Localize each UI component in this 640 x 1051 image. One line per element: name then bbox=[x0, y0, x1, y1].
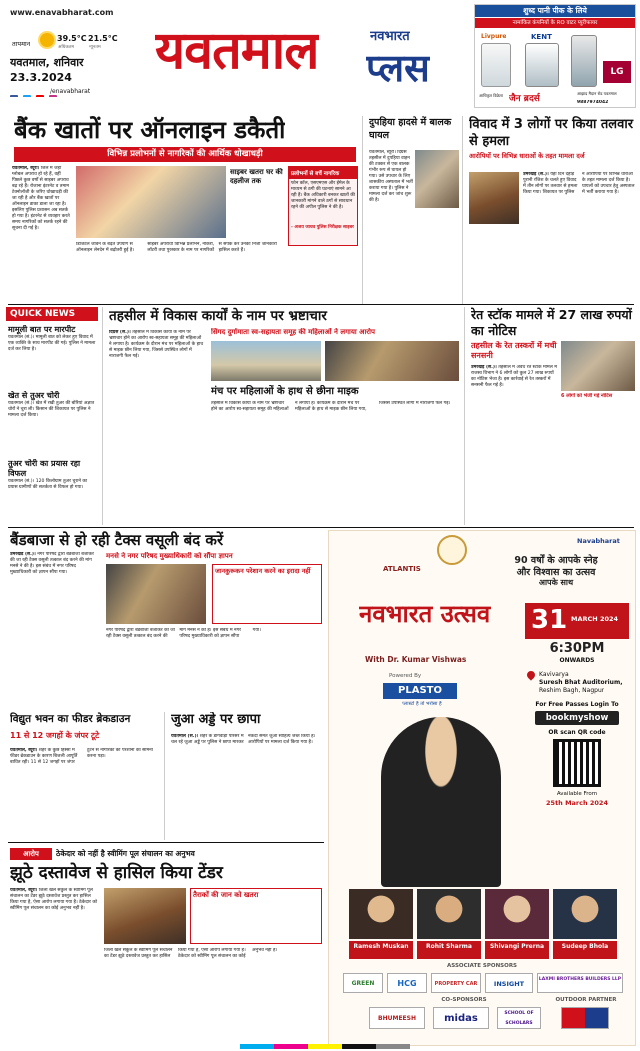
ad-brand-kent: KENT bbox=[531, 33, 552, 41]
tehsil-headline: तहसील में विकास कार्यों के नाम पर भ्रष्टाचार bbox=[109, 308, 327, 324]
quick-news-item-2 bbox=[8, 391, 96, 457]
temperature-label: तापमान bbox=[12, 40, 31, 48]
tender-box bbox=[190, 888, 322, 944]
side-box-2 bbox=[288, 166, 358, 246]
poet-photo-main bbox=[381, 717, 501, 887]
venue-line-2: Suresh Bhat Auditorium, bbox=[539, 679, 623, 686]
ad-headline-1: शुध्द पानी पीक के लिये bbox=[475, 5, 635, 17]
dispute-body bbox=[523, 172, 637, 300]
lead-headline: बैंक खातों पर ऑनलाइन डकैती bbox=[14, 115, 286, 144]
sponsor-logo: PLASTO bbox=[383, 683, 457, 699]
ad-tagline-3: आपके साथ bbox=[538, 578, 574, 587]
temp-max: 39.5°C bbox=[57, 34, 87, 43]
sand-caption: 6 लोगों को भेजी गई नोटिस bbox=[561, 393, 613, 399]
sponsor-logo-bhumeesh: BHUMEESH bbox=[369, 1007, 425, 1029]
accident-photo bbox=[415, 150, 459, 208]
band-box-title: जानकुरूकन परेशान करने का इरादा नहीं bbox=[215, 567, 311, 575]
tender-headline: झूठे दस्तावेज से हासिल किया टेंडर bbox=[10, 863, 223, 883]
masthead-title: यवतमाल bbox=[155, 20, 319, 81]
bookmyshow-logo[interactable]: bookmyshow bbox=[535, 711, 619, 725]
power-dateline: यवतमाल, ब्यूरो। bbox=[10, 748, 38, 753]
tender-label: आरोप bbox=[10, 848, 52, 860]
temp-max-label: अधिकतम bbox=[58, 45, 75, 50]
poet-name-4: Sudeep Bhola bbox=[553, 941, 617, 959]
venue-line-1: Kavivarya bbox=[539, 671, 569, 678]
ro-purifier-ad[interactable] bbox=[474, 4, 636, 108]
sponsor-logo-midas: midas bbox=[433, 1007, 489, 1029]
quick-news bbox=[6, 307, 98, 525]
sun-icon bbox=[40, 33, 54, 47]
available-date: 25th March 2024 bbox=[546, 799, 608, 807]
divider bbox=[8, 842, 324, 843]
event-ad[interactable] bbox=[328, 530, 636, 1046]
power-headline: विद्युत भवन का फीडर ब्रेकडाउन bbox=[10, 713, 131, 725]
ad-headline-2: नामांकित कंपनियों के RO वाटर प्युरीफायर bbox=[475, 18, 635, 28]
powered-label: Powered By bbox=[389, 673, 422, 679]
sponsor-logo-green: GREEN bbox=[343, 973, 383, 993]
social-handle[interactable]: /enavabharat bbox=[50, 88, 91, 95]
accident-body: यवतमाल, ब्यूरो। दिग्रस तहसील में दुपहिया वाहन की टक्कर से एक बालक गंभीर रूप से घायल हो गया। उसे उपचार के लिए शासकीय अस्पताल में भर्ती कराया गया है। पुलिस ने मामला दर्ज कर जांच शुरू की है। bbox=[369, 150, 413, 203]
dispute-dateline: उमरखेड़ (सं.)। bbox=[523, 172, 549, 177]
sponsor-tagline: प्लास्टो है तो भरोसा है bbox=[402, 701, 442, 707]
masthead-plus: प्लस bbox=[366, 45, 430, 90]
ad-brand-livpure: Livpure bbox=[481, 33, 507, 40]
tehsil-body-left bbox=[109, 330, 205, 522]
band-story bbox=[6, 530, 324, 710]
tender-body-right: जिला खेल संकुल के स्वीमिंग पूल संचालन का टेंडर झूठे दस्तावेज प्रस्तुत कर हासिल किया गया है, ऐसा आरोप लगाया गया है। ठेकेदार को स्वीमिंग पूल संचालन का कोई अनुभव नहीं है। bbox=[104, 948, 278, 959]
facebook-icon[interactable] bbox=[10, 95, 18, 97]
co-sponsor-label: CO-SPONSORS bbox=[441, 997, 487, 1003]
temp-min: 21.5°C bbox=[88, 34, 118, 43]
quick-news-body-1: यवतमाल (सं.)। मामूली बात को लेकर हुए विवाद में एक व्यक्ति के साथ मारपीट की गई। पुलिस ने मामला दर्ज कर लिया है। bbox=[8, 335, 96, 352]
sand-dateline: उमरखेड़ (सं.)। bbox=[471, 365, 497, 370]
location-pin-icon bbox=[525, 669, 536, 680]
side-box-2-body: फोन कॉल, एसएमएस और ईमेल के माध्यम से ठगी की घटनाएं सामने आ रही हैं। बैंक अधिकारी बनकर खातों की जानकारी मांगने वाले ठगों से सावधान रहने की अपील पुलिस ने की है। bbox=[291, 181, 355, 210]
masthead bbox=[0, 0, 640, 112]
event-date-day: 31 bbox=[531, 605, 568, 635]
ad-address: आझाद मैदान रोड यवतमाल bbox=[577, 91, 617, 96]
sand-photo bbox=[561, 341, 635, 391]
event-date-box bbox=[525, 603, 629, 639]
qr-info: OR scan QR code bbox=[548, 729, 606, 736]
band-dateline: उमरखेड (सं.)। bbox=[10, 552, 36, 557]
band-body-text: नगर परिषद द्वारा बैंडबाजा बजाकर की जा रही टैक्स वसूली तत्काल बंद करने की मांग मनसे ने की है। इस संबंध में नगर परिषद मुख्याधिकारी को ज्ञापन सौंपा गया। bbox=[10, 552, 94, 575]
event-onwards: ONWARDS bbox=[559, 657, 595, 664]
event-time: 6:30PM bbox=[549, 641, 605, 656]
color-bar bbox=[240, 1044, 410, 1049]
poet-photo-3 bbox=[485, 889, 549, 939]
side-box-2-title: प्रलोभनों से बचें नागरिक bbox=[289, 167, 357, 179]
sponsor-logo-property: PROPERTY CAR bbox=[431, 973, 481, 993]
available-label: Available From bbox=[556, 791, 598, 797]
masthead-brand: नवभारत bbox=[370, 29, 410, 44]
outdoor-partner-logo bbox=[561, 1007, 609, 1029]
lead-body-1: जिले में जहां ग्लोबल अपराध हो रहे हैं, वहीं पिछले कुछ वर्षों से साइबर अपराध बढ़ रहे हैं। रोजाना इंटरनेट व तमाम टेक्नोलॉजी के जरिए धोखाधड़ी की जा रही है और बैंक खातों पर ऑनलाइन डाका डाला जा रहा है। इसलिए पुलिस प्रशासन अब सतर्क हो गया है। इंटरनेट से व्यवहार करते समय नागरिकों को सतर्क रहने की सूचना दी गई है। bbox=[12, 166, 70, 231]
quick-news-title-1: मामूली बात पर मारपीट bbox=[8, 325, 76, 334]
temp-min-label: न्यूनतम bbox=[89, 45, 101, 50]
outdoor-label: OUTDOOR PARTNER bbox=[555, 997, 617, 1003]
power-story bbox=[6, 712, 160, 840]
quick-news-title-3: तुअर चोरी का प्रयास रहा विफल bbox=[8, 459, 81, 478]
ad-brand: Navabharat bbox=[577, 537, 620, 545]
quick-news-item-3 bbox=[8, 459, 96, 523]
city-day: यवतमाल, शनिवार bbox=[10, 56, 84, 69]
quick-news-label: QUICK NEWS bbox=[6, 307, 98, 321]
instagram-icon[interactable] bbox=[49, 95, 57, 97]
tender-body-text: जिला खेल संकुल के स्वीमिंग पूल संचालन का टेंडर झूठे दस्तावेज प्रस्तुत कर हासिल किया गया है, ऐसा आरोप लगाया गया है। ठेकेदार को स्वीमिंग पूल संचालन का कोई अनुभव नहीं है। bbox=[10, 888, 98, 911]
tehsil-dateline: दिग्रस (सं.)। bbox=[109, 330, 131, 335]
band-photo bbox=[106, 564, 206, 624]
ad-tagline-1: 90 वर्षों के आपके स्नेह bbox=[514, 555, 598, 566]
divider bbox=[8, 527, 634, 528]
band-box bbox=[212, 564, 322, 624]
lead-story bbox=[0, 112, 360, 304]
gamble-dateline: यवतमाल (सं.)। bbox=[171, 734, 199, 739]
twitter-icon[interactable] bbox=[23, 95, 31, 97]
associate-label: ASSOCIATE SPONSORS bbox=[446, 963, 518, 969]
tender-body bbox=[10, 888, 100, 1043]
ad-phone[interactable]: 9887974042 bbox=[577, 100, 609, 105]
divider bbox=[8, 304, 634, 305]
pass-info: For Free Passes Login To bbox=[535, 701, 619, 708]
sand-body-text: तहसील में अवैध रेत स्टॉक मामले में राजस्व विभाग ने 6 लोगों को कुल 27 लाख रुपयों का नोटिस भेजा है। इस कार्रवाई से रेत तस्करों में सनसनी फैल गई है। bbox=[471, 365, 557, 388]
tender-photo bbox=[104, 888, 186, 944]
ad-brand-lg: LG bbox=[603, 61, 631, 83]
side-box-1-title: साइबर खतरा घर की दहलीज तक bbox=[230, 168, 283, 185]
event-title: नवभारत उत्सव bbox=[359, 599, 491, 628]
sponsor-logo-school: SCHOOL OF SCHOLARS bbox=[497, 1007, 541, 1029]
band-headline: बैंडबाजा से हो रही टैक्स वसूली बंद करें bbox=[10, 531, 224, 549]
gamble-body bbox=[171, 734, 321, 836]
sand-body bbox=[471, 365, 559, 521]
date: 23.3.2024 bbox=[10, 71, 72, 84]
band-body bbox=[10, 552, 98, 707]
sand-story bbox=[464, 307, 636, 525]
poet-photo-4 bbox=[553, 889, 617, 939]
tender-box-title: तैराकों की जान को खतरा bbox=[193, 891, 259, 899]
event-guest: With Dr. Kumar Vishwas bbox=[365, 655, 467, 664]
band-body-right: नगर परिषद द्वारा बैंडबाजा बजाकर की जा रही टैक्स वसूली तत्काल बंद करने की मांग मनसे ने की है। इस संबंध में नगर परिषद मुख्याधिकारी को ज्ञापन सौंपा गया। bbox=[106, 628, 261, 639]
purifier-image-3 bbox=[571, 35, 597, 87]
sponsor-logo-hcg: HCG bbox=[387, 973, 427, 993]
quick-news-title-2: खेत से तुअर चोरी bbox=[8, 391, 60, 400]
lead-subhead: विभिन्न प्रलोभनों से नागरिकों की आर्थिक धोखाधड़ी bbox=[14, 147, 356, 162]
youtube-icon[interactable] bbox=[36, 95, 44, 97]
sand-headline: रेत स्टॉक मामले में 27 लाख रुपयों का नोटिस bbox=[471, 307, 632, 338]
ad-note: आधिकृत विक्रेता bbox=[479, 93, 503, 98]
power-body bbox=[10, 748, 160, 836]
power-subhead: 11 से 12 जगहों के जंपर टूटे bbox=[10, 731, 100, 740]
sponsor-logo-insight: INSIGHT bbox=[485, 973, 533, 993]
gamble-headline: जुआ अड्डे पर छापा bbox=[171, 712, 261, 727]
dispute-story bbox=[462, 116, 638, 304]
lead-dateline: यवतमाल, ब्यूरो। bbox=[12, 166, 40, 171]
sand-subhead: तहसील के रेत तस्करों में मची सनसनी bbox=[471, 341, 557, 360]
quick-news-item-1 bbox=[8, 325, 96, 389]
purifier-image-2 bbox=[525, 43, 559, 87]
tehsil-body-text: तहसील में विकास कार्यों के नाम पर भ्रष्टाचार होने का आरोप स्व-सहायता समूह की महिलाओं ने लगाया है। कार्यक्रम के दौरान मंच पर महिलाओं के हाथ से माइक छीन लिया गया, जिससे उपस्थित लोगों में नाराजगी फैल गई। bbox=[109, 330, 204, 359]
dispute-subhead: आरोपियों पर विभिन्न धाराओं के तहत मामला दर्ज bbox=[469, 152, 585, 160]
poet-photo-2 bbox=[417, 889, 481, 939]
gamble-body-text: शहर के डागवाड़ी परिसर में चल रहे जुआ अड्डे पर पुलिस ने छापा मारकर नकदी समेत जुआ साहित्य जब्त किया है। आरोपियों पर मामला दर्ज किया गया है। bbox=[171, 734, 316, 745]
poet-photo-1 bbox=[349, 889, 413, 939]
lead-illustration bbox=[76, 166, 226, 238]
anniversary-emblem bbox=[437, 535, 467, 565]
purifier-image-1 bbox=[481, 43, 511, 87]
tender-story bbox=[6, 846, 324, 1046]
band-subhead: मनसे ने नगर परिषद मुख्याधिकारी को सौंपा ज्ञापन bbox=[106, 552, 233, 560]
lead-body-col1 bbox=[12, 166, 72, 302]
gamble-story bbox=[164, 712, 324, 840]
event-date-month: MARCH 2024 bbox=[571, 615, 619, 623]
lead-body-col2: डिजिटल जीवन के बढ़ते उपयोग से ऑनलाइन लेनदेन में बढ़ोतरी हुई है। साइबर अपराधी विभिन्न प्रलोभन, नौकरी, लॉटरी तथा पुरस्कार के नाम पर नागरिकों से संपर्क कर उनकी निजी जानकारी हासिल करते हैं। bbox=[76, 242, 277, 253]
sponsor-logo-laxmi: LAXMI BROTHERS BUILDERS LLP bbox=[537, 973, 623, 993]
quick-news-body-2: यवतमाल (सं.)। खेत में रखी तुअर की बोरियां अज्ञात चोरों ने चुरा ली। किसान की शिकायत पर पुलिस ने मामला दर्ज किया। bbox=[8, 401, 95, 418]
tehsil-photo-2 bbox=[325, 341, 459, 381]
accident-headline: दुपहिया हादसे में बालक घायल bbox=[369, 117, 452, 141]
tehsil-story bbox=[102, 307, 462, 525]
tender-dateline: यवतमाल, ब्यूरो। bbox=[10, 888, 38, 893]
poet-name-1: Ramesh Muskan bbox=[349, 941, 413, 959]
presenter-logo: ATLANTIS bbox=[383, 565, 421, 573]
quote-author: - अजय जाधव पुलिस निरीक्षक साइबर bbox=[291, 225, 354, 230]
venue-line-3: Reshim Bagh, Nagpur bbox=[539, 687, 605, 694]
poet-name-3: Shivangi Prerna bbox=[485, 941, 549, 959]
accident-story bbox=[362, 116, 460, 304]
tehsil-body-right: तहसील में विकास कार्यों के नाम पर भ्रष्टाचार होने का आरोप स्व-सहायता समूह की महिलाओं ने लगाया है। कार्यक्रम के दौरान मंच पर महिलाओं के हाथ से माइक छीन लिया गया, जिससे उपस्थित लोगों में नाराजगी फैल गई। bbox=[211, 401, 451, 412]
power-body-text: शहर के कुछ हिस्सों में फीडर ब्रेकडाउन के कारण बिजली आपूर्ति बाधित रही। 11 से 12 जगहों पर जंपर टूटने से नागरिकों को परेशानी का सामना करना पड़ा। bbox=[10, 748, 153, 765]
ad-shop-name: जैन ब्रदर्स bbox=[509, 94, 540, 104]
tehsil-photo-1 bbox=[211, 341, 321, 381]
dispute-headline: विवाद में 3 लोगों पर किया तलवार से हमला bbox=[469, 117, 634, 149]
qr-code[interactable] bbox=[553, 739, 601, 787]
dispute-body-text: यहां दिन दहाड़े पुरानी रंजिश के चलते हुए विवाद में तीन लोगों पर तलवार से हमला किया गया। शिकायत पर पुलिस ने आरोपियों पर विभिन्न धाराओं के तहत मामला दर्ज किया है। घायलों को उपचार हेतु अस्पताल में भर्ती कराया गया है। bbox=[523, 172, 635, 195]
tehsil-subhead: सिंगद दुर्गामाता स्व-सहायता समूह की महिलाओं ने लगाया आरोप bbox=[211, 328, 375, 336]
ad-tagline-2: और विश्वास का उत्सव bbox=[516, 567, 596, 578]
dispute-photo bbox=[469, 172, 519, 224]
quick-news-body-3: यवतमाल (सं.)। 120 किलोग्राम तुअर चुराने का प्रयास ग्रामीणों की सतर्कता से विफल हो गया। bbox=[8, 479, 88, 490]
tender-kicker: ठेकेदार को नहीं है स्वीमिंग पूल संचालन का अनुभव bbox=[56, 849, 195, 858]
poet-name-2: Rohit Sharma bbox=[417, 941, 481, 959]
website-url[interactable]: www.enavabharat.com bbox=[10, 8, 114, 17]
tehsil-banner: मंच पर महिलाओं के हाथ से छीना माइक bbox=[211, 386, 359, 397]
